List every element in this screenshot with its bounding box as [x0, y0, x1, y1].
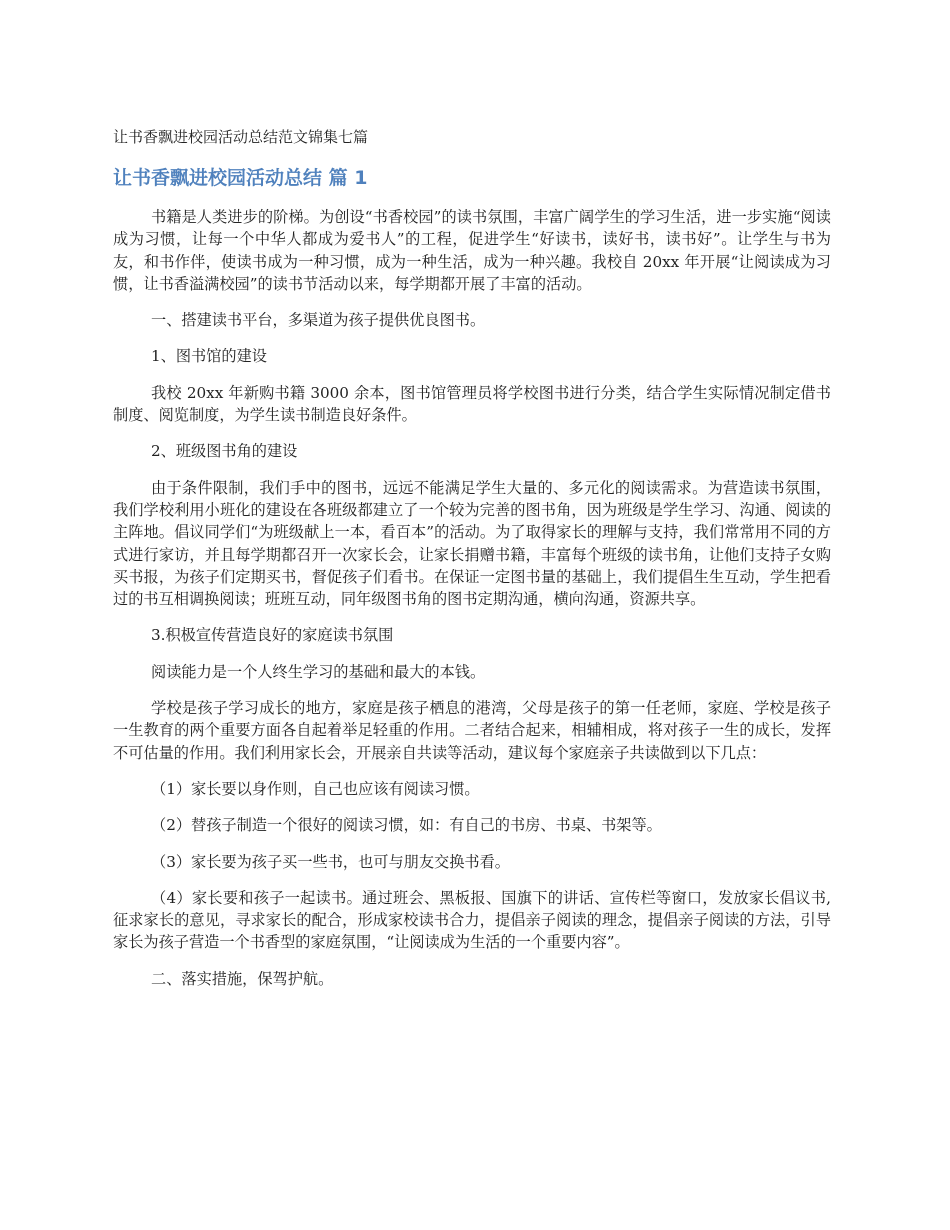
- paragraph-part-two-heading: 二、落实措施，保驾护航。: [151, 969, 334, 988]
- paragraph-family-heading: 3.积极宣传营造良好的家庭读书氛围: [151, 626, 394, 645]
- list-item-4: （4）家长要和孩子一起读书。通过班会、黑板报、国旗下的讲话、宣传栏等窗口，发放家长倡议书,征求家长的意见，寻求家长的配合，形成家校读书合力，提倡亲子阅读的理念，提倡亲子阅读的方法，引导家长为孩子营造一个书香型的家庭氛围，“让阅读成为生活的一个重要内容”。: [113, 888, 831, 952]
- document-title: 让书香飘进校园活动总结范文锦集七篇: [113, 128, 369, 146]
- paragraph-school-family: 学校是孩子学习成长的地方，家庭是孩子栖息的港湾，父母是孩子的第一任老师，家庭、学校是孩子一生教育的两个重要方面各自起着举足轻重的作用。二者结合起来，相辅相成，将对孩子一生的成长，发挥不可估量的作用。我们利用家长会，开展亲自共读等活动，建议每个家庭亲子共读做到以下几点：: [113, 699, 831, 762]
- section-heading: 让书香飘进校园活动总结 篇 1: [113, 167, 368, 189]
- paragraph-book-corner-body: 由于条件限制，我们手中的图书，远远不能满足学生大量的、多元化的阅读需求。为营造读书氛围，我们学校利用小班化的建设在各班级都建立了一个较为完善的图书角，因为班级是学生学习、沟通、阅读的主阵地。倡议同学们“为班级献上一本，看百本”的活动。为了取得家长的理解与支持，我们常常用不同的方式进行家访，并且每学期都召开一次家长会，让家长捐赠书籍，丰富每个班级的读书角，让他们支持子女购买书报，为孩子们定期买书，督促孩子们看书。在保证一定图书量的基础上，我们提倡生生互动，学生把看过的书互相调换阅读；班班互动，同年级图书角的图书定期沟通，横向沟通，资源共享。: [113, 478, 831, 609]
- document-page: [113, 125, 831, 1004]
- paragraph-library-heading: 1、图书馆的建设: [151, 347, 267, 366]
- paragraph-intro: 书籍是人类进步的阶梯。为创设“书香校园”的读书氛围，丰富广阔学生的学习生活，进一步实施“阅读成为习惯，让每一个中华人都成为爱书人”的工程，促进学生“好读书，读好书，读书好”。让学生与书为友，和书作伴，使读书成为一种习惯，成为一种生活，成为一种兴趣。我校自 20xx 年开展“让阅读成为习惯，让书香溢满校园”的读书节活动以来，每学期都开展了丰富的活动。: [113, 208, 831, 293]
- list-item-1: （1）家长要以身作则，自己也应该有阅读习惯。: [151, 779, 480, 798]
- list-item-3: （3）家长要为孩子买一些书，也可与朋友交换书看。: [151, 852, 510, 871]
- paragraph-reading-ability: 阅读能力是一个人终生学习的基础和最大的本钱。: [151, 662, 486, 681]
- paragraph-part-one-heading: 一、搭建读书平台，多渠道为孩子提供优良图书。: [151, 311, 486, 330]
- paragraph-library-body: 我校 20xx 年新购书籍 3000 余本，图书馆管理员将学校图书进行分类，结合学生实际情况制定借书制度、阅览制度，为学生读书制造良好条件。: [113, 383, 831, 425]
- list-item-2: （2）替孩子制造一个很好的阅读习惯，如：有自己的书房、书桌、书架等。: [151, 816, 662, 835]
- paragraph-book-corner-heading: 2、班级图书角的建设: [151, 442, 298, 461]
